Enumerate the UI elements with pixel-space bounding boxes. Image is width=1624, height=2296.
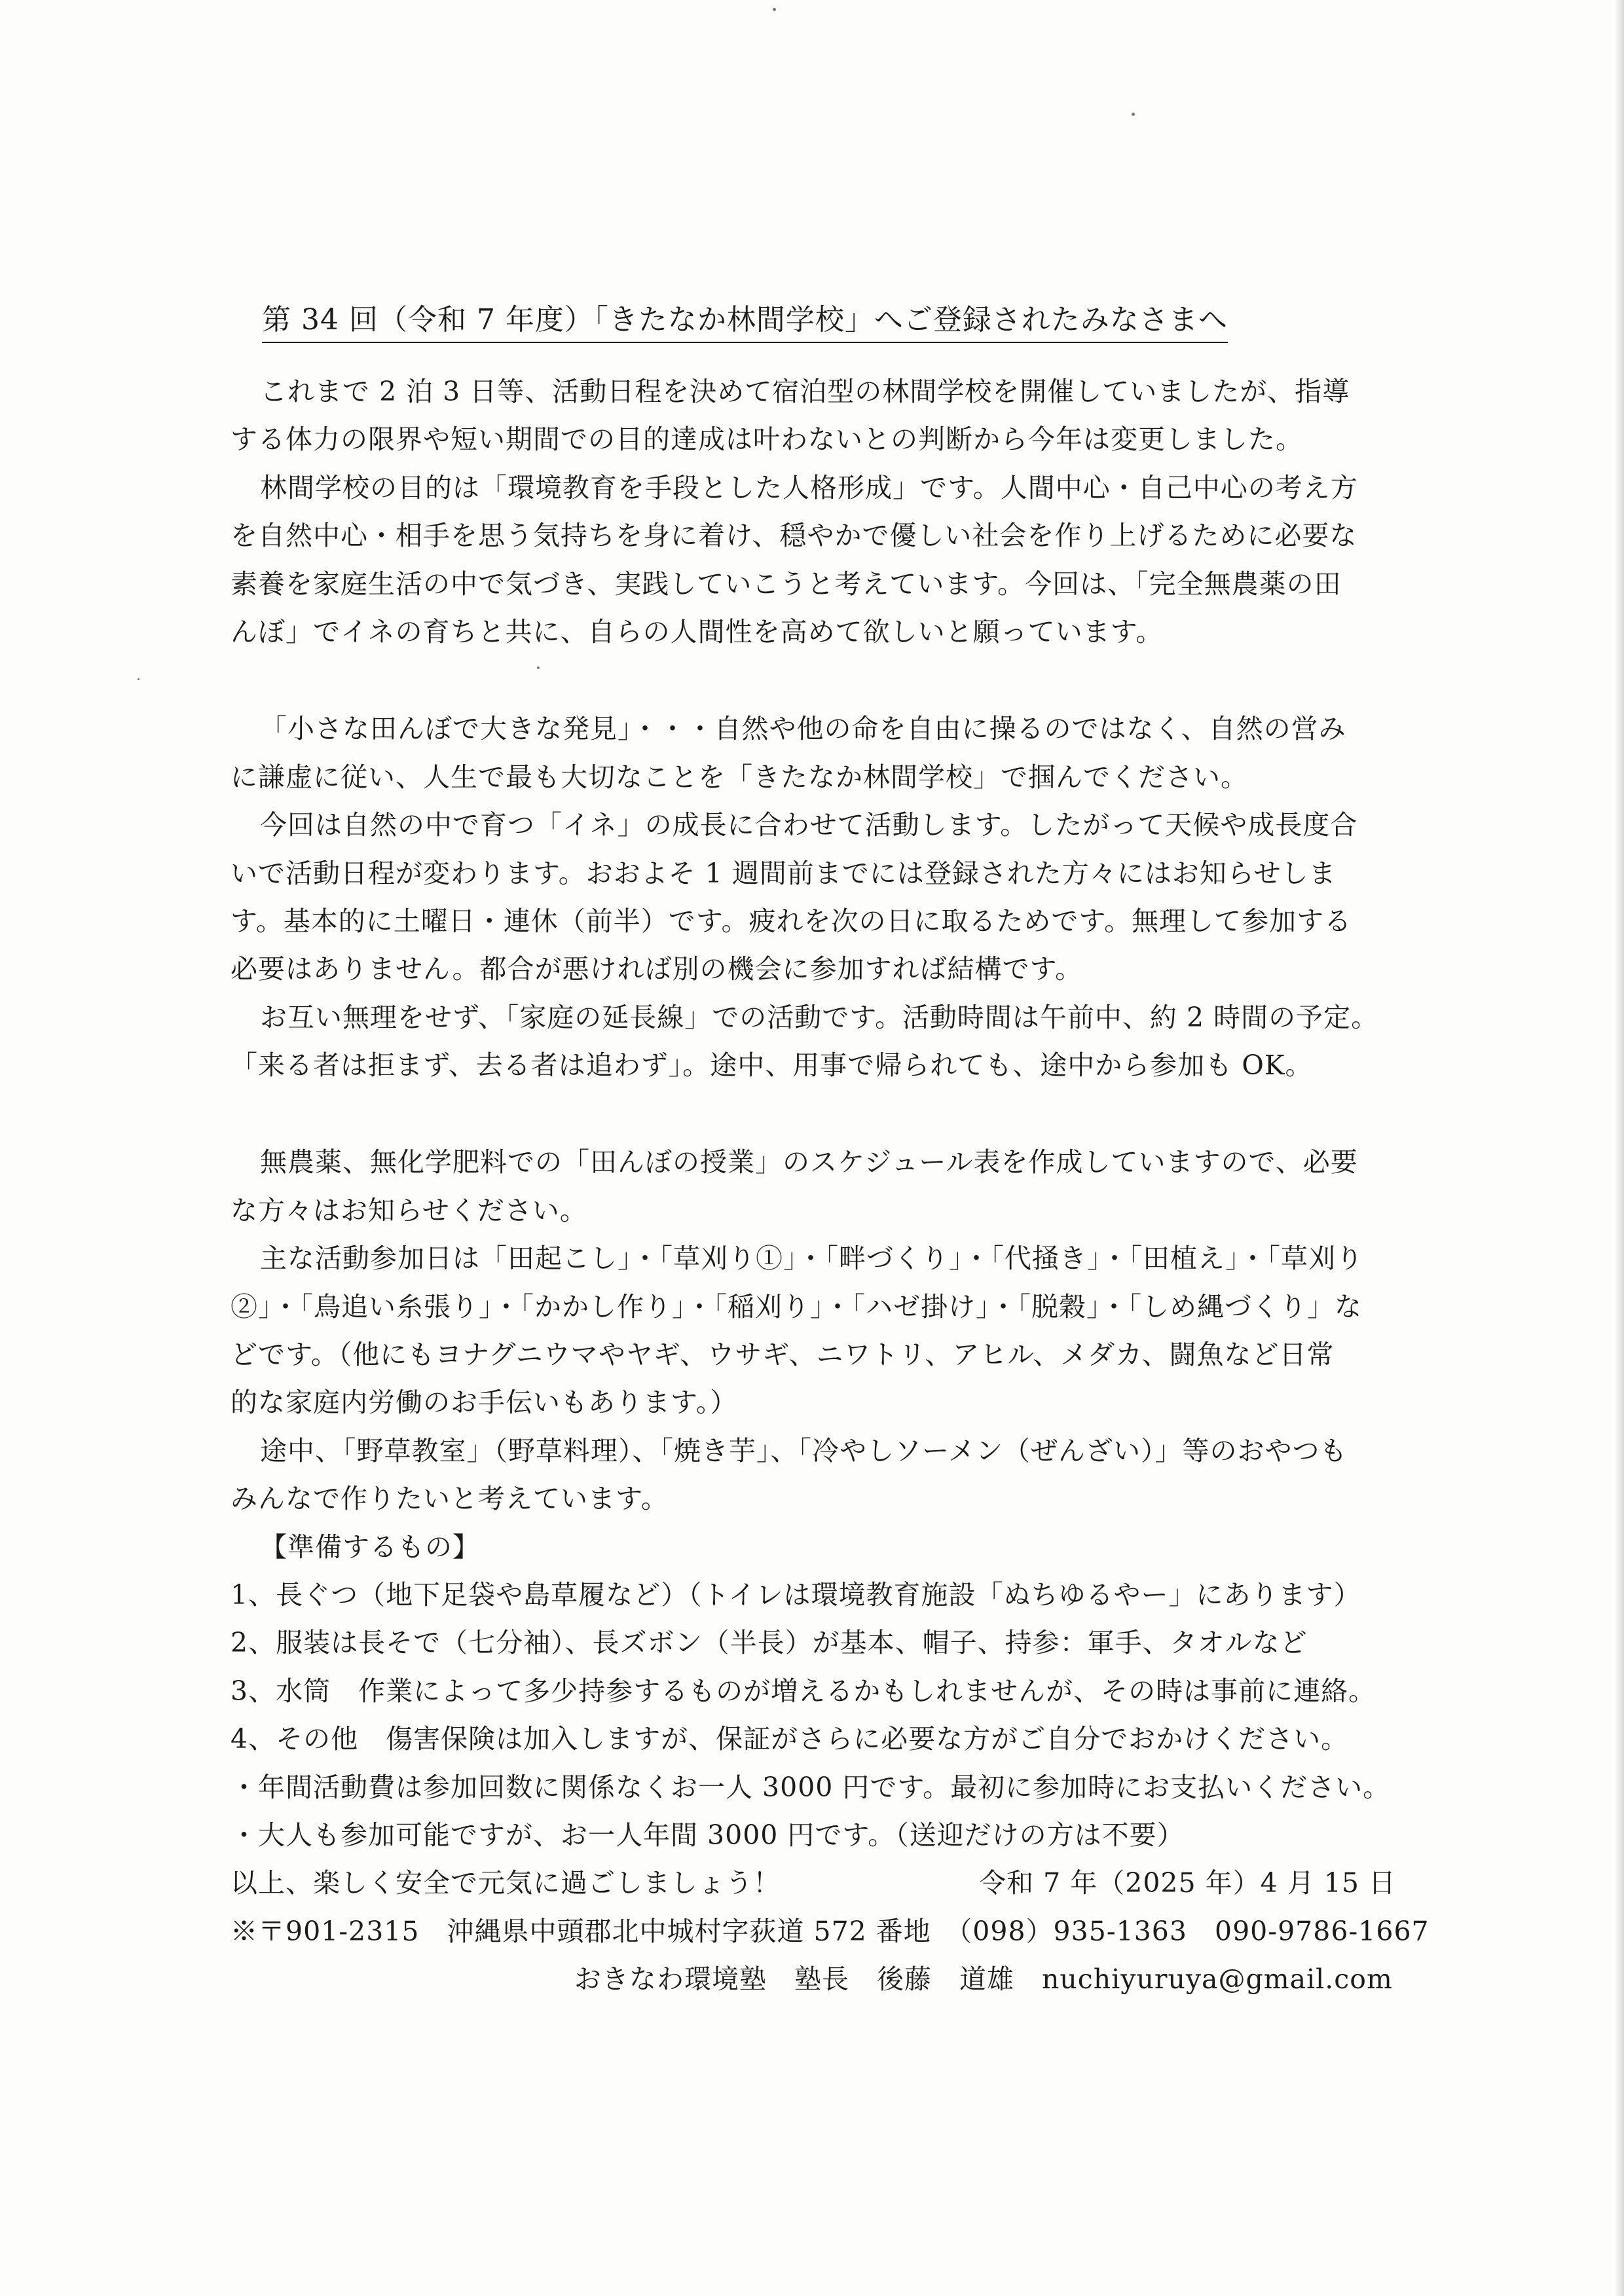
scan-speck xyxy=(1132,113,1135,116)
body-line: 素養を家庭生活の中で気づき、実践していこうと考えています。今回は、「完全無農薬の田 xyxy=(231,568,1342,600)
body-line: みんなで作りたいと考えています。 xyxy=(231,1483,669,1515)
body-line: んぼ」でイネの育ちと共に、自らの人間性を高めて欲しいと願っています。 xyxy=(231,615,1164,647)
fee-note: ・大人も参加可能ですが、お一人年間 3000 円です。（送迎だけの方は不要） xyxy=(231,1819,1185,1851)
scan-edge-shadow xyxy=(1615,0,1624,2296)
body-line: に謙虚に従い、人生で最も大切なことを「きたなか林間学校」で掴んでください。 xyxy=(231,761,1248,793)
body-line: 「来る者は拒まず、去る者は追わず」。途中、用事で帰られても、途中から参加も OK。 xyxy=(231,1049,1313,1082)
contact-address: ※〒901-2315 沖縄県中頭郡北中城村字荻道 572 番地 （098）935-1363 090-9786-1667 xyxy=(231,1915,1430,1947)
body-line: す。基本的に土曜日・連休（前半）です。疲れを次の日に取るためです。無理して参加する xyxy=(231,905,1352,937)
body-line: ②」・「鳥追い糸張り」・「かかし作り」・「稲刈り」・「ハゼ掛け」・「脱穀」・「しめ縄づくり」な xyxy=(231,1290,1362,1322)
body-line: いで活動日程が変わります。おおよそ 1 週間前までには登録された方々にはお知らせしま xyxy=(231,857,1337,889)
prep-item: 1、長ぐつ（地下足袋や島草履など）（トイレは環境教育施設「ぬちゆるやー」にあります） xyxy=(231,1578,1361,1611)
prep-heading: 【準備するもの】 xyxy=(260,1531,480,1563)
body-line: 林間学校の目的は「環境教育を手段とした人格形成」です。人間中心・自己中心の考え方 xyxy=(260,471,1358,503)
prep-item: 3、水筒 作業によって多少持参するものが増えるかもしれませんが、その時は事前に連絡。 xyxy=(231,1675,1376,1707)
prep-item: 4、その他 傷害保険は加入しますが、保証がさらに必要な方がご自分でおかけください。 xyxy=(231,1723,1349,1755)
prep-item: 2、服装は長そで（七分袖）、長ズボン（半長）が基本、帽子、持参：軍手、タオルなど xyxy=(231,1627,1308,1659)
body-line: 途中、「野草教室」（野草料理）、「焼き芋」、「冷やしソーメン（ぜんざい）」等のおやつも xyxy=(260,1434,1348,1467)
fee-note: ・年間活動費は参加回数に関係なくお一人 3000 円です。最初に参加時にお支払いください。 xyxy=(231,1771,1391,1803)
body-line: する体力の限界や短い期間での目的達成は叶わないとの判断から今年は変更しました。 xyxy=(231,424,1303,456)
body-line: 今回は自然の中で育つ「イネ」の成長に合わせて活動します。したがって天候や成長度合 xyxy=(260,809,1358,841)
body-line: 主な活動参加日は「田起こし」・「草刈り①」・「畔づくり」・「代掻き」・「田植え」・「草刈り xyxy=(260,1243,1363,1275)
body-line: 的な家庭内労働のお手伝いもあります。） xyxy=(231,1387,738,1419)
signature: おきなわ環境塾 塾長 後藤 道雄 nuchiyuruya@gmail.com xyxy=(574,1963,1393,1995)
scan-speck xyxy=(773,8,776,11)
body-line: 「小さな田んぼで大きな発見」・・・自然や他の命を自由に操るのではなく、自然の営み xyxy=(260,713,1346,745)
document-body xyxy=(231,368,1430,2004)
body-line: を自然中心・相手を思う気持ちを身に着け、穏やかで優しい社会を作り上げるために必要な xyxy=(231,520,1357,552)
closing-row xyxy=(231,1859,1396,1907)
closing-text: 以上、楽しく安全で元気に過ごしましょう！ xyxy=(231,1867,781,1899)
body-line: お互い無理をせず、「家庭の延長線」での活動です。活動時間は午前中、約 2 時間の予定。 xyxy=(260,1001,1379,1033)
body-line: 必要はありません。都合が悪ければ別の機会に参加すれば結構です。 xyxy=(231,953,1083,985)
body-line: どです。（他にもヨナグニウマやヤギ、ウサギ、ニワトリ、アヒル、メダカ、闘魚など日常 xyxy=(231,1339,1335,1371)
scan-speck xyxy=(138,678,139,680)
body-line: 無農薬、無化学肥料での「田んぼの授業」のスケジュール表を作成していますので、必要 xyxy=(260,1146,1358,1178)
body-line: な方々はお知らせください。 xyxy=(231,1194,587,1226)
body-line: これまで 2 泊 3 日等、活動日程を決めて宿泊型の林間学校を開催していましたが、指導 xyxy=(260,376,1350,407)
issue-date: 令和 7 年（2025 年）4 月 15 日 xyxy=(979,1867,1396,1899)
document-title: 第 34 回（令和 7 年度）「きたなか林間学校」へご登録されたみなさまへ xyxy=(262,296,1228,343)
